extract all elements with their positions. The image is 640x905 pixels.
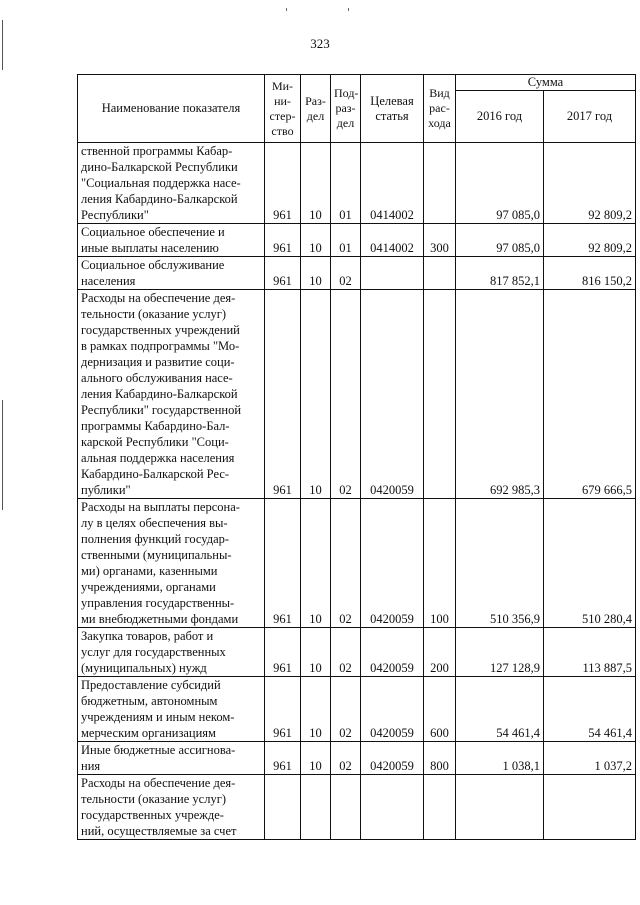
row-target: 0420059 bbox=[361, 290, 424, 499]
table-row bbox=[78, 224, 636, 257]
row-expense-type bbox=[424, 290, 456, 499]
row-target bbox=[361, 257, 424, 290]
row-name: ственной программы Кабар- дино-Балкарской Республики "Социальная поддержка насе- ления Кабардино-Балкарской Республики" bbox=[78, 143, 265, 224]
row-ministry: 961 bbox=[265, 677, 301, 742]
table-row bbox=[78, 290, 636, 499]
row-target: 0420059 bbox=[361, 742, 424, 775]
row-target: 0420059 bbox=[361, 499, 424, 628]
header-year-2016: 2016 год bbox=[456, 91, 544, 143]
row-sum-2017: 679 666,5 bbox=[544, 290, 636, 499]
row-sum-2017 bbox=[544, 775, 636, 840]
row-subsection: 02 bbox=[331, 742, 361, 775]
row-section: 10 bbox=[301, 742, 331, 775]
row-sum-2016: 510 356,9 bbox=[456, 499, 544, 628]
row-expense-type: 100 bbox=[424, 499, 456, 628]
row-sum-2017: 92 809,2 bbox=[544, 143, 636, 224]
row-sum-2017: 510 280,4 bbox=[544, 499, 636, 628]
row-name: Иные бюджетные ассигнова- ния bbox=[78, 742, 265, 775]
row-name: Предоставление субсидий бюджетным, автономным учреждениям и иным неком- мерческим организациям bbox=[78, 677, 265, 742]
row-section: 10 bbox=[301, 499, 331, 628]
table-row bbox=[78, 499, 636, 628]
page-number: 323 bbox=[310, 36, 330, 51]
row-target: 0414002 bbox=[361, 224, 424, 257]
row-section: 10 bbox=[301, 257, 331, 290]
row-sum-2016: 1 038,1 bbox=[456, 742, 544, 775]
row-section: 10 bbox=[301, 290, 331, 499]
row-ministry: 961 bbox=[265, 499, 301, 628]
header-subsection: Под- раз- дел bbox=[331, 75, 361, 143]
row-name: Социальное обеспечение и иные выплаты населению bbox=[78, 224, 265, 257]
row-name: Расходы на обеспечение дея- тельности (оказание услуг) государственных учрежде- ний, осуществляемые за счет bbox=[78, 775, 265, 840]
row-ministry: 961 bbox=[265, 628, 301, 677]
row-section: 10 bbox=[301, 677, 331, 742]
row-sum-2016: 817 852,1 bbox=[456, 257, 544, 290]
row-name: Расходы на обеспечение дея- тельности (оказание услуг) государственных учреждений в рамках подпрограммы "Мо- дернизация и развитие соци- ального обслуживания насе- ления Кабардино-Балкарской Республики" государственной программы Кабардино-Бал- карской Республики "Соци- альная поддержка населения Кабардино-Балкарской Рес- публики" bbox=[78, 290, 265, 499]
row-sum-2017: 113 887,5 bbox=[544, 628, 636, 677]
row-section: 10 bbox=[301, 224, 331, 257]
row-ministry: 961 bbox=[265, 257, 301, 290]
header-section: Раз- дел bbox=[301, 75, 331, 143]
row-sum-2016: 97 085,0 bbox=[456, 143, 544, 224]
row-target bbox=[361, 775, 424, 840]
row-target: 0420059 bbox=[361, 677, 424, 742]
scan-speck bbox=[348, 8, 349, 11]
row-target: 0420059 bbox=[361, 628, 424, 677]
row-section: 10 bbox=[301, 143, 331, 224]
table-row bbox=[78, 775, 636, 840]
row-ministry: 961 bbox=[265, 224, 301, 257]
row-section bbox=[301, 775, 331, 840]
row-subsection: 02 bbox=[331, 257, 361, 290]
row-ministry bbox=[265, 775, 301, 840]
row-ministry: 961 bbox=[265, 143, 301, 224]
header-ministry: Ми- ни- стер- ство bbox=[265, 75, 301, 143]
header-name: Наименование показателя bbox=[78, 75, 265, 143]
row-target: 0414002 bbox=[361, 143, 424, 224]
table-row bbox=[78, 257, 636, 290]
row-ministry: 961 bbox=[265, 290, 301, 499]
table-row bbox=[78, 628, 636, 677]
header-year-2017: 2017 год bbox=[544, 91, 636, 143]
row-expense-type: 600 bbox=[424, 677, 456, 742]
row-subsection bbox=[331, 775, 361, 840]
table-row bbox=[78, 742, 636, 775]
table-row bbox=[78, 143, 636, 224]
budget-table bbox=[77, 74, 636, 840]
row-subsection: 02 bbox=[331, 628, 361, 677]
row-sum-2017: 54 461,4 bbox=[544, 677, 636, 742]
row-name: Социальное обслуживание населения bbox=[78, 257, 265, 290]
row-section: 10 bbox=[301, 628, 331, 677]
row-sum-2016 bbox=[456, 775, 544, 840]
row-subsection: 02 bbox=[331, 290, 361, 499]
row-subsection: 01 bbox=[331, 224, 361, 257]
row-subsection: 01 bbox=[331, 143, 361, 224]
header-expense-type: Вид рас- хода bbox=[424, 75, 456, 143]
row-sum-2017: 816 150,2 bbox=[544, 257, 636, 290]
header-sum: Сумма bbox=[456, 75, 636, 91]
row-name: Закупка товаров, работ и услуг для государственных (муниципальных) нужд bbox=[78, 628, 265, 677]
row-expense-type: 300 bbox=[424, 224, 456, 257]
row-subsection: 02 bbox=[331, 677, 361, 742]
table-row bbox=[78, 677, 636, 742]
row-expense-type bbox=[424, 775, 456, 840]
row-expense-type: 200 bbox=[424, 628, 456, 677]
row-ministry: 961 bbox=[265, 742, 301, 775]
row-sum-2017: 92 809,2 bbox=[544, 224, 636, 257]
row-sum-2016: 54 461,4 bbox=[456, 677, 544, 742]
row-expense-type bbox=[424, 143, 456, 224]
scan-margin-line bbox=[2, 400, 3, 510]
header-target: Целевая статья bbox=[361, 75, 424, 143]
row-sum-2016: 692 985,3 bbox=[456, 290, 544, 499]
row-sum-2017: 1 037,2 bbox=[544, 742, 636, 775]
scan-speck bbox=[286, 8, 287, 11]
row-name: Расходы на выплаты персона- лу в целях обеспечения вы- полнения функций государ- ственными (муниципальны- ми) органами, казенными учреждениями, органами управления государственны- ми внебюджетными фондами bbox=[78, 499, 265, 628]
row-expense-type bbox=[424, 257, 456, 290]
row-subsection: 02 bbox=[331, 499, 361, 628]
row-sum-2016: 97 085,0 bbox=[456, 224, 544, 257]
row-sum-2016: 127 128,9 bbox=[456, 628, 544, 677]
row-expense-type: 800 bbox=[424, 742, 456, 775]
